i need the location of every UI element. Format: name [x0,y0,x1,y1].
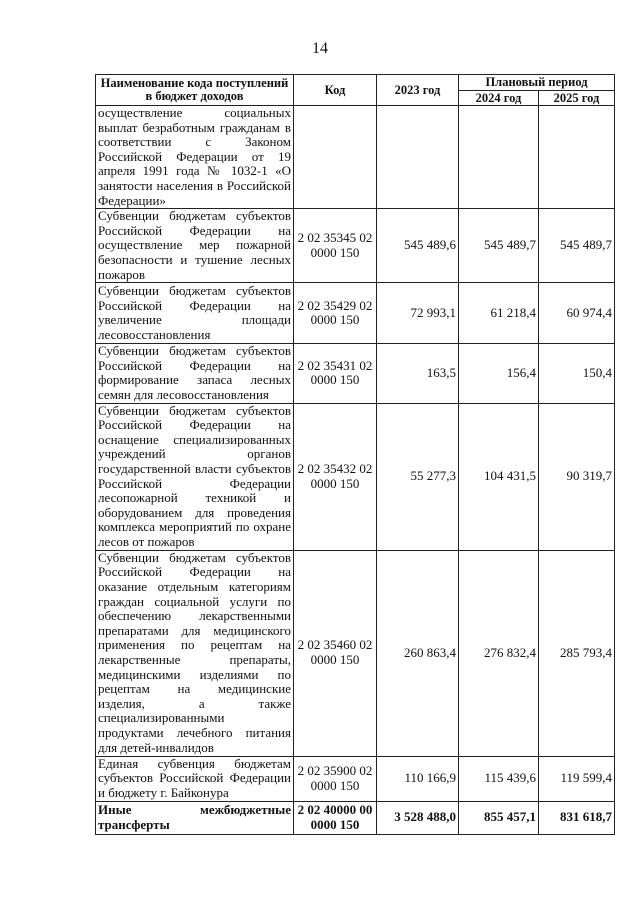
row-2023 [377,106,459,209]
row-2023: 545 489,6 [377,209,459,283]
header-name: Наименование кода поступлений в бюджет доходов [96,75,294,106]
row-2023: 55 277,3 [377,403,459,550]
row-2024: 276 832,4 [459,550,539,756]
table-row [96,550,615,756]
table-row [96,756,615,801]
header-2025: 2025 год [539,91,615,106]
header-2023: 2023 год [377,75,459,106]
total-2024: 855 457,1 [459,801,539,834]
header-2024: 2024 год [459,91,539,106]
row-2023: 260 863,4 [377,550,459,756]
table-row [96,209,615,283]
row-code [294,106,377,209]
table-row [96,106,615,209]
row-2024: 61 218,4 [459,283,539,344]
row-2024: 104 431,5 [459,403,539,550]
row-2023: 72 993,1 [377,283,459,344]
table-row [96,344,615,403]
row-code: 2 02 35345 02 0000 150 [294,209,377,283]
row-name: Единая субвенция бюджетам субъектов Российской Федерации и бюджету г. Байконура [96,756,294,801]
row-code: 2 02 35431 02 0000 150 [294,344,377,403]
row-name: Субвенции бюджетам субъектов Российской Федерации на оказание отдельным категориям граждан социальной услуги по обеспечению лекарственными препаратами для медицинского применения по рецептам на лекарственные препараты, медицинскими изделиями по рецептам на медицинские изделия, а также специализированными продуктами лечебного питания для детей-инвалидов [96,550,294,756]
row-name: Субвенции бюджетам субъектов Российской Федерации на оснащение специализированных учреждений органов государственной власти субъектов Российской Федерации лесопожарной техникой и оборудованием для проведения комплекса мероприятий по охране лесов от пожаров [96,403,294,550]
row-2025: 150,4 [539,344,615,403]
total-code: 2 02 40000 00 0000 150 [294,801,377,834]
header-code: Код [294,75,377,106]
row-2024: 545 489,7 [459,209,539,283]
row-2024: 115 439,6 [459,756,539,801]
row-name: Субвенции бюджетам субъектов Российской Федерации на осуществление мер пожарной безопасности и тушение лесных пожаров [96,209,294,283]
row-2024 [459,106,539,209]
page-number: 14 [312,40,328,57]
row-2023: 110 166,9 [377,756,459,801]
row-name: Субвенции бюджетам субъектов Российской Федерации на увеличение площади лесовосстановления [96,283,294,344]
total-2023: 3 528 488,0 [377,801,459,834]
table-row [96,283,615,344]
row-code: 2 02 35429 02 0000 150 [294,283,377,344]
total-row [96,801,615,834]
total-2025: 831 618,7 [539,801,615,834]
row-2025: 60 974,4 [539,283,615,344]
row-code: 2 02 35900 02 0000 150 [294,756,377,801]
row-code: 2 02 35460 02 0000 150 [294,550,377,756]
header-plan-period: Плановый период [459,75,615,91]
total-name: Иные межбюджетные трансферты [96,801,294,834]
row-2025: 285 793,4 [539,550,615,756]
row-2024: 156,4 [459,344,539,403]
row-2025: 119 599,4 [539,756,615,801]
row-2023: 163,5 [377,344,459,403]
row-2025 [539,106,615,209]
budget-revenue-table [95,74,615,835]
table-row [96,403,615,550]
row-name: осуществление социальных выплат безработным гражданам в соответствии с Законом Российской Федерации от 19 апреля 1991 года № 1032-1 «О занятости населения в Российской Федерации» [96,106,294,209]
row-2025: 90 319,7 [539,403,615,550]
row-2025: 545 489,7 [539,209,615,283]
row-code: 2 02 35432 02 0000 150 [294,403,377,550]
row-name: Субвенции бюджетам субъектов Российской Федерации на формирование запаса лесных семян для лесовосстановления [96,344,294,403]
